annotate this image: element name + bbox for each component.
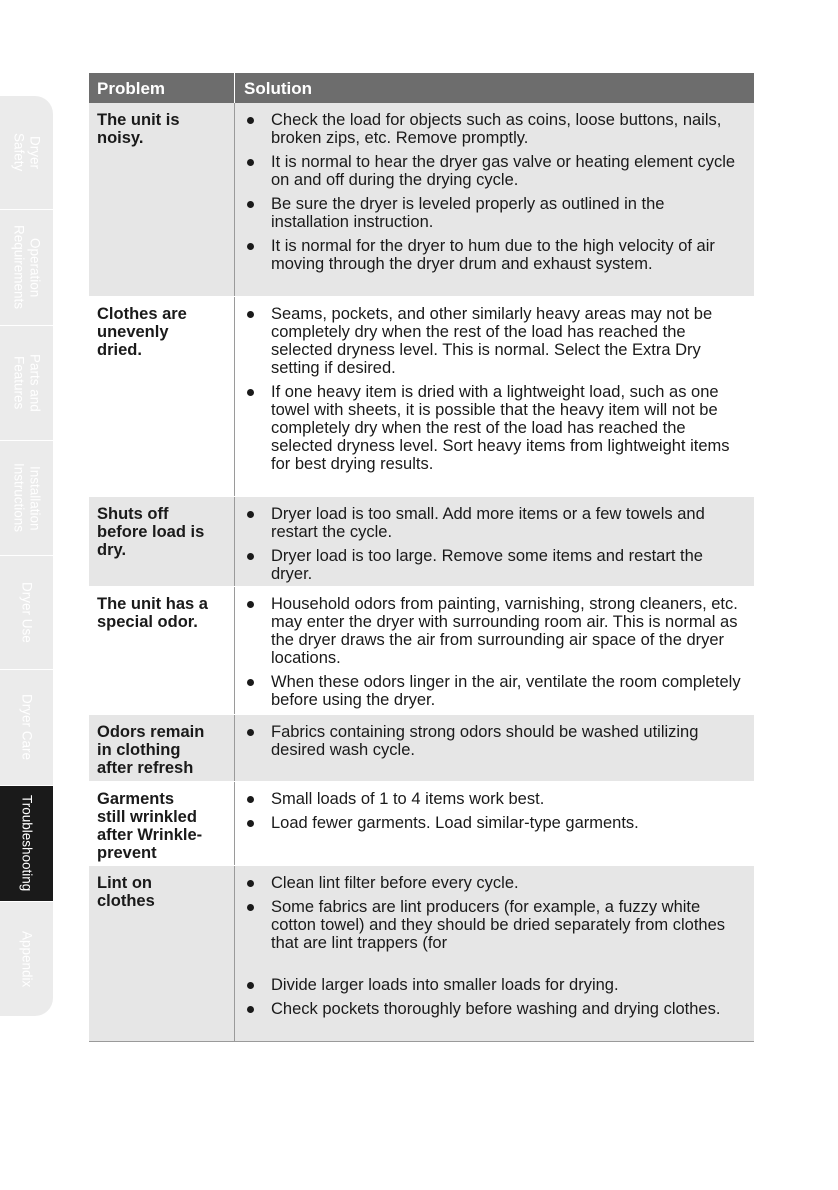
side-tab-installation-instructions[interactable] xyxy=(0,441,53,556)
bullet-icon xyxy=(247,904,254,911)
bullet-icon xyxy=(247,796,254,803)
solution-text: Divide larger loads into smaller loads for drying. xyxy=(271,976,619,994)
solution-cell xyxy=(235,715,754,781)
side-tab-dryer-use[interactable] xyxy=(0,556,53,670)
solution-item xyxy=(245,673,746,709)
solution-text: Dryer load is too small. Add more items or a few towels and restart the cycle. xyxy=(271,505,705,541)
solution-item xyxy=(245,814,746,832)
solution-item xyxy=(245,383,746,473)
bullet-icon xyxy=(247,311,254,318)
side-tab-label: Appendix xyxy=(19,930,35,988)
side-tab-label: Parts and Features xyxy=(11,354,43,412)
solution-item xyxy=(245,547,746,583)
side-tab-dryer-safety[interactable] xyxy=(0,96,53,210)
side-tab-strip xyxy=(0,96,53,1016)
bullet-icon xyxy=(247,982,254,989)
bullet-icon xyxy=(247,389,254,396)
solution-text: When these odors linger in the air, ventilate the room completely before using the dryer. xyxy=(271,673,741,709)
bullet-icon xyxy=(247,511,254,518)
solution-item xyxy=(245,195,746,231)
solution-item xyxy=(245,505,746,541)
problem-cell: Clothes are unevenly dried. xyxy=(89,297,235,496)
problem-cell: The unit is noisy. xyxy=(89,103,235,296)
solution-item xyxy=(245,976,746,994)
side-tab-parts-and-features[interactable] xyxy=(0,326,53,441)
solution-text: Check pockets thoroughly before washing and drying clothes. xyxy=(271,1000,721,1018)
solution-text: Check the load for objects such as coins, loose buttons, nails, broken zips, etc. Remove promptly. xyxy=(271,111,722,147)
bullet-icon xyxy=(247,243,254,250)
solution-item xyxy=(245,1000,746,1018)
solution-text: Be sure the dryer is leveled properly as outlined in the installation instruction. xyxy=(271,195,665,231)
side-tab-operation-requirements[interactable] xyxy=(0,210,53,326)
side-tab-label: Dryer Safety xyxy=(11,133,43,172)
side-tab-dryer-care[interactable] xyxy=(0,670,53,786)
side-tab-label: Installation Instructions xyxy=(11,463,43,533)
solution-item xyxy=(245,898,746,952)
solution-cell xyxy=(235,782,754,865)
table-row xyxy=(89,715,754,782)
solution-cell xyxy=(235,497,754,586)
table-row xyxy=(89,587,754,715)
problem-cell: Garments still wrinkled after Wrinkle- prevent xyxy=(89,782,235,865)
bullet-icon xyxy=(247,117,254,124)
column-header-problem: Problem xyxy=(89,73,235,103)
solution-text: Small loads of 1 to 4 items work best. xyxy=(271,790,545,808)
solution-cell xyxy=(235,297,754,496)
side-tab-label: Troubleshooting xyxy=(19,795,35,892)
problem-cell: The unit has a special odor. xyxy=(89,587,235,714)
solution-cell xyxy=(235,103,754,296)
table-row xyxy=(89,297,754,497)
column-header-solution: Solution xyxy=(244,79,312,98)
bullet-icon xyxy=(247,729,254,736)
side-tab-label: Dryer Use xyxy=(19,582,35,643)
problem-cell: Odors remain in clothing after refresh xyxy=(89,715,235,781)
solution-item xyxy=(245,723,746,759)
bullet-icon xyxy=(247,880,254,887)
bullet-icon xyxy=(247,820,254,827)
solution-text: If one heavy item is dried with a lightweight load, such as one towel with sheets, it is possible that the heavy item will not be completely dry when the rest of the load has reached the selected dryness level. Sort heavy items from lightweight items for best drying results. xyxy=(271,383,730,473)
solution-text: Household odors from painting, varnishing, strong cleaners, etc. may enter the dryer with surrounding room air. This is normal as the dryer draws the air from surrounding air space of the dryer locations. xyxy=(271,595,738,667)
bullet-icon xyxy=(247,159,254,166)
table-header xyxy=(89,73,754,103)
solution-text: It is normal for the dryer to hum due to the high velocity of air moving through the dryer drum and exhaust system. xyxy=(271,237,715,273)
table-row xyxy=(89,497,754,587)
solution-text: Load fewer garments. Load similar-type garments. xyxy=(271,814,639,832)
bullet-icon xyxy=(247,679,254,686)
table-row xyxy=(89,866,754,1041)
solution-cell xyxy=(235,587,754,714)
table-row xyxy=(89,103,754,297)
bullet-icon xyxy=(247,553,254,560)
solution-text: Seams, pockets, and other similarly heavy areas may not be completely dry when the rest of the load has reached the selected dryness level. This is normal. Select the Extra Dry setting if desired. xyxy=(271,305,713,377)
side-tab-label: Dryer Care xyxy=(19,694,35,761)
bullet-icon xyxy=(247,201,254,208)
troubleshooting-table xyxy=(89,73,754,1042)
solution-item xyxy=(245,595,746,667)
solution-text: Fabrics containing strong odors should be washed utilizing desired wash cycle. xyxy=(271,723,699,759)
solution-item xyxy=(245,153,746,189)
side-tab-appendix[interactable] xyxy=(0,902,53,1016)
solution-item xyxy=(245,111,746,147)
solution-item xyxy=(245,305,746,377)
bullet-icon xyxy=(247,601,254,608)
solution-cell xyxy=(235,866,754,1041)
solution-text: Dryer load is too large. Remove some items and restart the dryer. xyxy=(271,547,703,583)
problem-cell: Lint on clothes xyxy=(89,866,235,1041)
solution-item xyxy=(245,237,746,273)
solution-item xyxy=(245,790,746,808)
side-tab-label: Operation Requirements xyxy=(11,225,43,310)
solution-text: It is normal to hear the dryer gas valve or heating element cycle on and off during the drying cycle. xyxy=(271,153,736,189)
solution-item xyxy=(245,874,746,892)
problem-cell: Shuts off before load is dry. xyxy=(89,497,235,586)
bullet-icon xyxy=(247,1006,254,1013)
solution-text: Clean lint filter before every cycle. xyxy=(271,874,519,892)
solution-text: Some fabrics are lint producers (for example, a fuzzy white cotton towel) and they should be dried separately from clothes that are lint trappers (for xyxy=(271,898,726,952)
table-row xyxy=(89,782,754,866)
side-tab-troubleshooting[interactable] xyxy=(0,786,53,902)
